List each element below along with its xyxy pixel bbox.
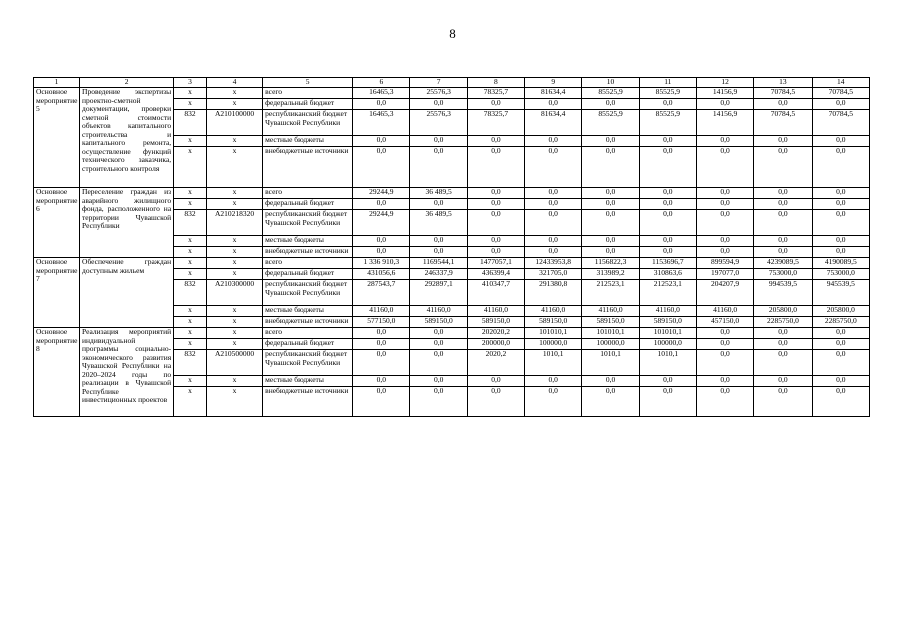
event-name-cell: Основное мероприятие 7	[34, 258, 80, 328]
value-cell: 1169544,1	[410, 258, 467, 269]
value-cell: 0,0	[812, 376, 869, 387]
value-cell: 4190089,5	[812, 258, 869, 269]
value-cell: 0,0	[353, 136, 410, 147]
value-cell: 0,0	[582, 199, 639, 210]
value-cell: 0,0	[754, 236, 812, 247]
value-cell: 100000,0	[525, 339, 582, 350]
value-cell: 205800,0	[754, 306, 812, 317]
value-cell: 0,0	[812, 350, 869, 376]
budget-code-cell: x	[206, 328, 262, 339]
funding-source-cell: республиканский бюджет Чувашской Республики	[263, 210, 353, 236]
table-row	[34, 328, 870, 339]
value-cell: 0,0	[353, 387, 410, 417]
value-cell: 0,0	[639, 387, 696, 417]
value-cell: 0,0	[525, 236, 582, 247]
value-cell: 4239089,5	[754, 258, 812, 269]
value-cell: 994539,5	[754, 280, 812, 306]
header-row	[34, 78, 870, 88]
value-cell: 0,0	[525, 188, 582, 199]
event-name-cell: Основное мероприятие 5	[34, 88, 80, 188]
value-cell: 0,0	[410, 350, 467, 376]
value-cell: 41160,0	[353, 306, 410, 317]
budget-code-cell: x	[206, 339, 262, 350]
value-cell: 0,0	[812, 199, 869, 210]
budget-code-cell: x	[206, 387, 262, 417]
value-cell: 0,0	[754, 136, 812, 147]
header-cell: 14	[812, 78, 869, 88]
value-cell: 0,0	[410, 339, 467, 350]
event-name-cell: Основное мероприятие 6	[34, 188, 80, 258]
event-name-cell: Основное мероприятие 8	[34, 328, 80, 417]
value-cell: 0,0	[812, 188, 869, 199]
event-description-cell: Переселение граждан из аварийного жилищного фонда, расположенного на территории Чувашской Республики	[80, 188, 174, 258]
value-cell: 0,0	[639, 99, 696, 110]
value-cell: 0,0	[467, 99, 524, 110]
value-cell: 0,0	[696, 236, 753, 247]
value-cell: 1010,1	[525, 350, 582, 376]
budget-code-cell: x	[206, 269, 262, 280]
funding-source-cell: внебюджетные источники	[263, 387, 353, 417]
value-cell: 0,0	[812, 210, 869, 236]
value-cell: 0,0	[754, 247, 812, 258]
value-cell: 589150,0	[639, 317, 696, 328]
value-cell: 2285750,0	[754, 317, 812, 328]
value-cell: 0,0	[696, 188, 753, 199]
value-cell: 2285750,0	[812, 317, 869, 328]
value-cell: 0,0	[410, 136, 467, 147]
funding-source-cell: местные бюджеты	[263, 376, 353, 387]
value-cell: 41160,0	[525, 306, 582, 317]
value-cell: 0,0	[696, 136, 753, 147]
value-cell: 0,0	[754, 387, 812, 417]
funding-source-cell: федеральный бюджет	[263, 339, 353, 350]
value-cell: 1477057,1	[467, 258, 524, 269]
value-cell: 70784,5	[812, 88, 869, 99]
executor-code-cell: 832	[174, 280, 207, 306]
value-cell: 70784,5	[754, 110, 812, 136]
value-cell: 25576,3	[410, 110, 467, 136]
funding-source-cell: местные бюджеты	[263, 136, 353, 147]
executor-code-cell: x	[174, 88, 207, 99]
value-cell: 0,0	[754, 350, 812, 376]
value-cell: 436399,4	[467, 269, 524, 280]
value-cell: 1153696,7	[639, 258, 696, 269]
value-cell: 85525,9	[639, 88, 696, 99]
budget-code-cell: x	[206, 199, 262, 210]
value-cell: 0,0	[410, 99, 467, 110]
value-cell: 0,0	[639, 247, 696, 258]
value-cell: 899594,9	[696, 258, 753, 269]
header-cell: 1	[34, 78, 80, 88]
value-cell: 753000,0	[812, 269, 869, 280]
value-cell: 0,0	[353, 376, 410, 387]
budget-code-cell: x	[206, 136, 262, 147]
value-cell: 0,0	[467, 136, 524, 147]
funding-source-cell: федеральный бюджет	[263, 269, 353, 280]
value-cell: 25576,3	[410, 88, 467, 99]
value-cell: 0,0	[410, 387, 467, 417]
executor-code-cell: x	[174, 236, 207, 247]
value-cell: 0,0	[812, 236, 869, 247]
value-cell: 78325,7	[467, 110, 524, 136]
value-cell: 0,0	[353, 328, 410, 339]
value-cell: 0,0	[582, 210, 639, 236]
executor-code-cell: x	[174, 339, 207, 350]
value-cell: 0,0	[525, 247, 582, 258]
header-cell: 9	[525, 78, 582, 88]
value-cell: 0,0	[696, 99, 753, 110]
value-cell: 0,0	[639, 210, 696, 236]
value-cell: 0,0	[639, 376, 696, 387]
value-cell: 101010,1	[525, 328, 582, 339]
executor-code-cell: 832	[174, 110, 207, 136]
value-cell: 16465,3	[353, 110, 410, 136]
value-cell: 0,0	[812, 136, 869, 147]
value-cell: 0,0	[467, 387, 524, 417]
value-cell: 85525,9	[639, 110, 696, 136]
funding-source-cell: федеральный бюджет	[263, 199, 353, 210]
executor-code-cell: x	[174, 136, 207, 147]
value-cell: 0,0	[754, 328, 812, 339]
funding-source-cell: местные бюджеты	[263, 306, 353, 317]
value-cell: 101010,1	[582, 328, 639, 339]
value-cell: 0,0	[812, 99, 869, 110]
value-cell: 0,0	[812, 387, 869, 417]
value-cell: 246337,9	[410, 269, 467, 280]
value-cell: 0,0	[582, 147, 639, 188]
header-cell: 10	[582, 78, 639, 88]
value-cell: 36 489,5	[410, 210, 467, 236]
value-cell: 41160,0	[696, 306, 753, 317]
value-cell: 291380,8	[525, 280, 582, 306]
table-row	[34, 88, 870, 99]
value-cell: 589150,0	[410, 317, 467, 328]
value-cell: 0,0	[410, 247, 467, 258]
value-cell: 0,0	[696, 247, 753, 258]
value-cell: 0,0	[639, 136, 696, 147]
value-cell: 200000,0	[467, 339, 524, 350]
value-cell: 0,0	[696, 328, 753, 339]
value-cell: 0,0	[582, 236, 639, 247]
executor-code-cell: x	[174, 306, 207, 317]
budget-code-cell: x	[206, 306, 262, 317]
executor-code-cell: x	[174, 199, 207, 210]
executor-code-cell: 832	[174, 350, 207, 376]
value-cell: 85525,9	[582, 88, 639, 99]
value-cell: 0,0	[639, 236, 696, 247]
executor-code-cell: x	[174, 147, 207, 188]
value-cell: 0,0	[410, 147, 467, 188]
value-cell: 12433953,8	[525, 258, 582, 269]
funding-source-cell: республиканский бюджет Чувашской Республики	[263, 350, 353, 376]
value-cell: 0,0	[754, 199, 812, 210]
value-cell: 0,0	[467, 247, 524, 258]
funding-source-cell: внебюджетные источники	[263, 247, 353, 258]
value-cell: 85525,9	[582, 110, 639, 136]
value-cell: 0,0	[754, 376, 812, 387]
value-cell: 0,0	[812, 147, 869, 188]
value-cell: 41160,0	[467, 306, 524, 317]
value-cell: 0,0	[353, 339, 410, 350]
value-cell: 81634,4	[525, 88, 582, 99]
value-cell: 0,0	[410, 376, 467, 387]
value-cell: 0,0	[353, 99, 410, 110]
value-cell: 0,0	[525, 376, 582, 387]
funding-source-cell: всего	[263, 188, 353, 199]
funding-source-cell: всего	[263, 258, 353, 269]
budget-code-cell: x	[206, 99, 262, 110]
value-cell: 0,0	[353, 350, 410, 376]
value-cell: 0,0	[754, 188, 812, 199]
value-cell: 0,0	[639, 147, 696, 188]
budget-code-cell: А210300000	[206, 280, 262, 306]
value-cell: 101010,1	[639, 328, 696, 339]
executor-code-cell: x	[174, 387, 207, 417]
table-row	[34, 258, 870, 269]
table-row	[34, 188, 870, 199]
executor-code-cell: x	[174, 99, 207, 110]
value-cell: 577150,0	[353, 317, 410, 328]
value-cell: 0,0	[812, 339, 869, 350]
value-cell: 29244,9	[353, 188, 410, 199]
value-cell: 1 336 910,3	[353, 258, 410, 269]
value-cell: 78325,7	[467, 88, 524, 99]
executor-code-cell: x	[174, 258, 207, 269]
value-cell: 0,0	[525, 199, 582, 210]
value-cell: 0,0	[525, 99, 582, 110]
value-cell: 212523,1	[582, 280, 639, 306]
value-cell: 0,0	[467, 236, 524, 247]
event-description-cell: Обеспечение граждан доступным жильем	[80, 258, 174, 328]
value-cell: 0,0	[410, 199, 467, 210]
value-cell: 81634,4	[525, 110, 582, 136]
funding-source-cell: федеральный бюджет	[263, 99, 353, 110]
header-cell: 12	[696, 78, 753, 88]
value-cell: 0,0	[754, 147, 812, 188]
budget-code-cell: x	[206, 317, 262, 328]
value-cell: 0,0	[582, 136, 639, 147]
value-cell: 0,0	[525, 210, 582, 236]
value-cell: 0,0	[467, 188, 524, 199]
value-cell: 0,0	[812, 247, 869, 258]
page-number: 8	[449, 26, 456, 41]
value-cell: 589150,0	[467, 317, 524, 328]
value-cell: 589150,0	[582, 317, 639, 328]
budget-code-cell: А210218320	[206, 210, 262, 236]
value-cell: 205800,0	[812, 306, 869, 317]
value-cell: 1156822,3	[582, 258, 639, 269]
funding-source-cell: внебюджетные источники	[263, 147, 353, 188]
value-cell: 0,0	[467, 376, 524, 387]
value-cell: 431056,6	[353, 269, 410, 280]
value-cell: 1010,1	[582, 350, 639, 376]
header-cell: 11	[639, 78, 696, 88]
value-cell: 0,0	[525, 147, 582, 188]
value-cell: 0,0	[353, 147, 410, 188]
header-cell: 3	[174, 78, 207, 88]
value-cell: 0,0	[696, 339, 753, 350]
value-cell: 0,0	[812, 328, 869, 339]
value-cell: 0,0	[582, 99, 639, 110]
header-cell: 6	[353, 78, 410, 88]
value-cell: 753000,0	[754, 269, 812, 280]
value-cell: 204207,9	[696, 280, 753, 306]
value-cell: 41160,0	[410, 306, 467, 317]
executor-code-cell: x	[174, 317, 207, 328]
funding-source-cell: республиканский бюджет Чувашской Республики	[263, 110, 353, 136]
value-cell: 100000,0	[639, 339, 696, 350]
header-cell: 13	[754, 78, 812, 88]
funding-source-cell: республиканский бюджет Чувашской Республики	[263, 280, 353, 306]
value-cell: 0,0	[754, 99, 812, 110]
budget-code-cell: А210500000	[206, 350, 262, 376]
value-cell: 0,0	[582, 387, 639, 417]
value-cell: 29244,9	[353, 210, 410, 236]
value-cell: 70784,5	[812, 110, 869, 136]
budget-code-cell: x	[206, 88, 262, 99]
value-cell: 313989,2	[582, 269, 639, 280]
value-cell: 0,0	[525, 136, 582, 147]
value-cell: 0,0	[754, 210, 812, 236]
header-cell: 5	[263, 78, 353, 88]
budget-code-cell: x	[206, 236, 262, 247]
executor-code-cell: x	[174, 376, 207, 387]
budget-code-cell: А210100000	[206, 110, 262, 136]
value-cell: 589150,0	[525, 317, 582, 328]
value-cell: 0,0	[582, 188, 639, 199]
budget-code-cell: x	[206, 376, 262, 387]
executor-code-cell: x	[174, 328, 207, 339]
event-description-cell: Реализация мероприятий индивидуальной программы социально-экономического развития Чувашской Республики на 2020–2024 годы по реализации в Чувашской Республике инвестиционных проектов	[80, 328, 174, 417]
value-cell: 70784,5	[754, 88, 812, 99]
value-cell: 0,0	[353, 247, 410, 258]
value-cell: 16465,3	[353, 88, 410, 99]
value-cell: 202020,2	[467, 328, 524, 339]
value-cell: 0,0	[582, 376, 639, 387]
value-cell: 457150,0	[696, 317, 753, 328]
value-cell: 0,0	[525, 387, 582, 417]
budget-code-cell: x	[206, 258, 262, 269]
header-cell: 2	[80, 78, 174, 88]
value-cell: 310863,6	[639, 269, 696, 280]
value-cell: 0,0	[467, 199, 524, 210]
value-cell: 1010,1	[639, 350, 696, 376]
budget-code-cell: x	[206, 188, 262, 199]
value-cell: 41160,0	[639, 306, 696, 317]
value-cell: 0,0	[353, 236, 410, 247]
value-cell: 945539,5	[812, 280, 869, 306]
value-cell: 100000,0	[582, 339, 639, 350]
value-cell: 212523,1	[639, 280, 696, 306]
budget-code-cell: x	[206, 247, 262, 258]
header-cell: 7	[410, 78, 467, 88]
value-cell: 197077,0	[696, 269, 753, 280]
executor-code-cell: 832	[174, 210, 207, 236]
value-cell: 292897,1	[410, 280, 467, 306]
event-description-cell: Проведение экспертизы проектно-сметной документации, проверки сметной стоимости объектов капитального строительства и капитального ремонта, осуществление функций технического заказчика, строительного контроля	[80, 88, 174, 188]
value-cell: 0,0	[410, 328, 467, 339]
value-cell: 0,0	[696, 376, 753, 387]
value-cell: 14156,9	[696, 88, 753, 99]
value-cell: 287543,7	[353, 280, 410, 306]
budget-code-cell: x	[206, 147, 262, 188]
executor-code-cell: x	[174, 188, 207, 199]
value-cell: 321705,0	[525, 269, 582, 280]
funding-source-cell: внебюджетные источники	[263, 317, 353, 328]
header-cell: 8	[467, 78, 524, 88]
value-cell: 14156,9	[696, 110, 753, 136]
executor-code-cell: x	[174, 269, 207, 280]
value-cell: 0,0	[410, 236, 467, 247]
value-cell: 0,0	[353, 199, 410, 210]
value-cell: 0,0	[639, 188, 696, 199]
value-cell: 0,0	[639, 199, 696, 210]
value-cell: 0,0	[696, 147, 753, 188]
executor-code-cell: x	[174, 247, 207, 258]
value-cell: 0,0	[696, 350, 753, 376]
value-cell: 2020,2	[467, 350, 524, 376]
value-cell: 0,0	[754, 339, 812, 350]
funding-source-cell: местные бюджеты	[263, 236, 353, 247]
value-cell: 0,0	[696, 199, 753, 210]
value-cell: 0,0	[467, 147, 524, 188]
value-cell: 0,0	[696, 387, 753, 417]
value-cell: 36 489,5	[410, 188, 467, 199]
value-cell: 0,0	[696, 210, 753, 236]
value-cell: 0,0	[582, 247, 639, 258]
funding-source-cell: всего	[263, 88, 353, 99]
funding-source-cell: всего	[263, 328, 353, 339]
header-cell: 4	[206, 78, 262, 88]
budget-table	[33, 77, 870, 417]
value-cell: 0,0	[467, 210, 524, 236]
value-cell: 41160,0	[582, 306, 639, 317]
value-cell: 410347,7	[467, 280, 524, 306]
